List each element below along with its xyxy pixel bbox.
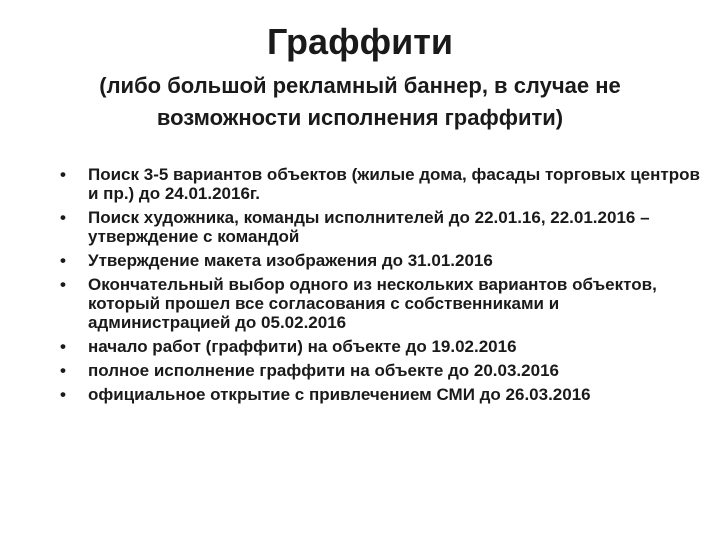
list-item-text: Утверждение макета изображения до 31.01.2016: [88, 251, 493, 270]
bullet-icon: •: [60, 251, 66, 270]
bullet-icon: •: [60, 208, 66, 227]
list-item-text: Поиск 3-5 вариантов объектов (жилые дома, фасады торговых центров и пр.) до 24.01.2016г.: [88, 165, 700, 203]
bullet-list: [60, 165, 700, 409]
list-item: [60, 208, 700, 246]
slide-subtitle: (либо большой рекламный баннер, в случае не возможности исполнения граффити): [99, 73, 621, 130]
list-item: [60, 251, 700, 270]
bullet-icon: •: [60, 165, 66, 184]
list-item-text: официальное открытие с привлечением СМИ до 26.03.2016: [88, 385, 591, 404]
list-item: [60, 337, 700, 356]
list-item: [60, 165, 700, 203]
bullet-icon: •: [60, 385, 66, 404]
bullet-icon: •: [60, 275, 66, 294]
list-item-text: начало работ (граффити) на объекте до 19.02.2016: [88, 337, 517, 356]
list-item-text: Окончательный выбор одного из нескольких вариантов объектов, который прошел все согласования с собственниками и администрацией до 05.02.2016: [88, 275, 657, 332]
bullet-icon: •: [60, 337, 66, 356]
bullet-icon: •: [60, 361, 66, 380]
list-item-text: Поиск художника, команды исполнителей до 22.01.16, 22.01.2016 – утверждение с командой: [88, 208, 650, 246]
list-item: [60, 275, 700, 332]
list-item: [60, 385, 700, 404]
list-item: [60, 361, 700, 380]
slide-title: Граффити: [267, 21, 453, 62]
list-item-text: полное исполнение граффити на объекте до 20.03.2016: [88, 361, 559, 380]
